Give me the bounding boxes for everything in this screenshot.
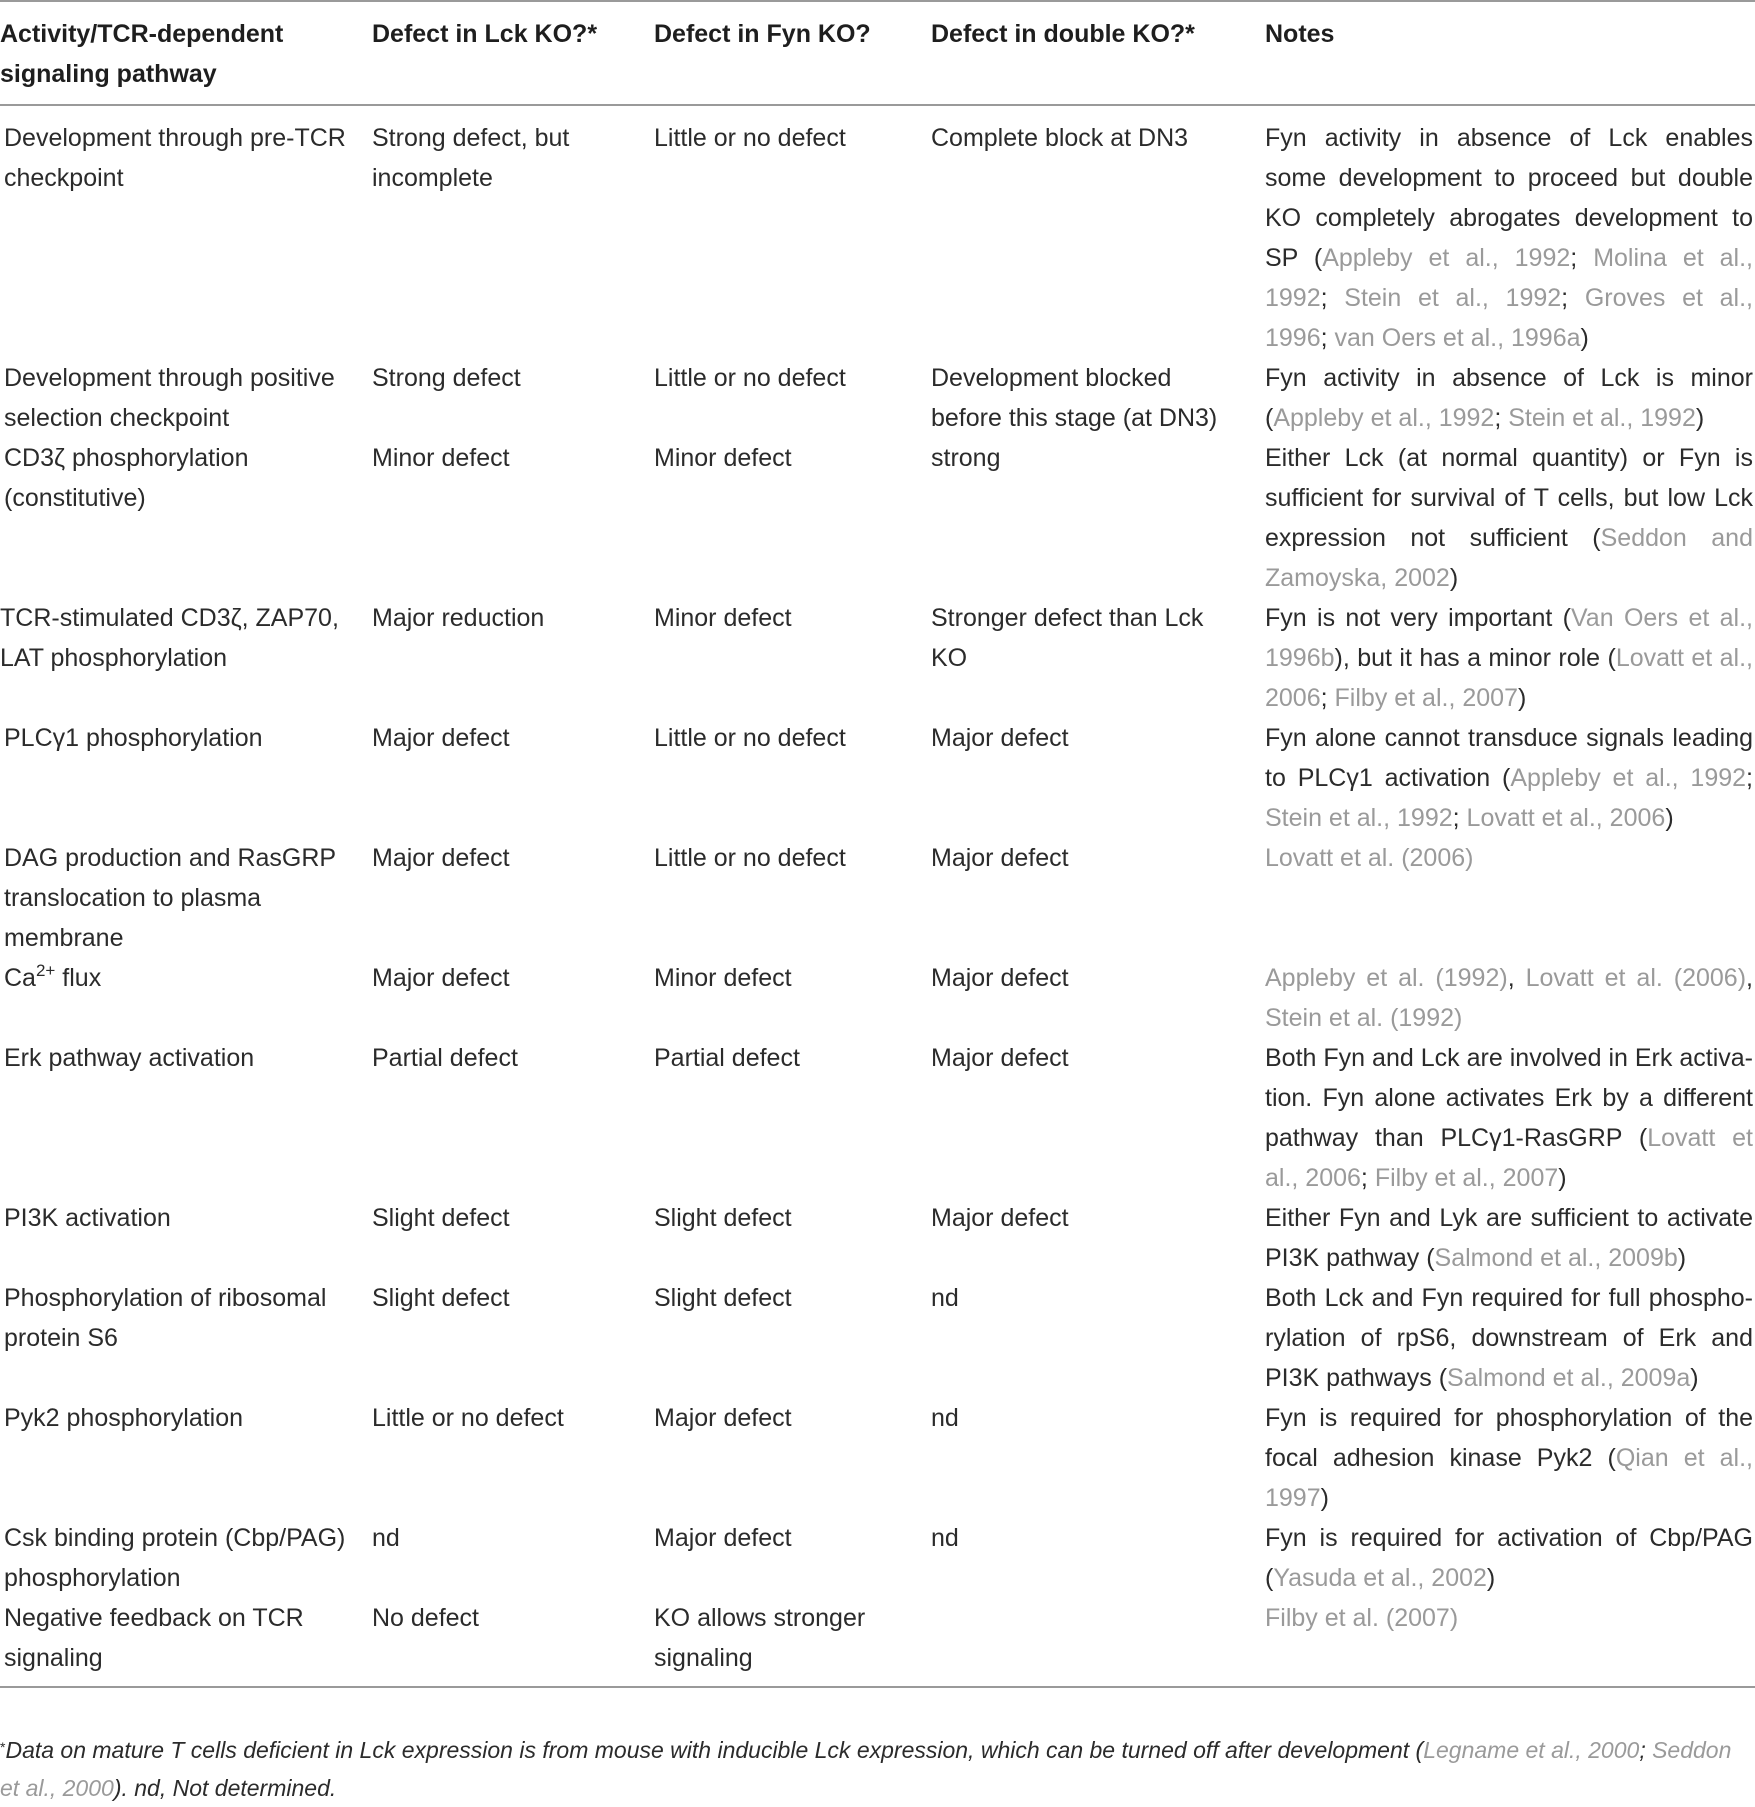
cell-double-ko: strong	[931, 444, 1001, 472]
cell-lck-ko: Partial defect	[372, 1044, 518, 1072]
notes-citation: Salmond et al., 2009a	[1447, 1364, 1691, 1392]
header-double-ko: Defect in double KO?*	[931, 20, 1195, 48]
notes-text: )	[1517, 684, 1527, 712]
notes-citation: van Oers et al., 1996a	[1334, 324, 1581, 352]
table-row	[0, 1398, 1755, 1518]
notes-text: Fyn is not very important (	[1265, 604, 1571, 632]
cell-double-ko: Major defect	[931, 1204, 1069, 1232]
cell-fyn-ko: Minor defect	[654, 444, 792, 472]
cell-fyn-ko: Slight defect	[654, 1204, 792, 1232]
notes-citation: Filby et al. (2007)	[1265, 1604, 1459, 1632]
notes-text: ;	[1320, 284, 1345, 312]
notes-text: ,	[1746, 964, 1753, 992]
cell-fyn-ko: Minor defect	[654, 604, 792, 632]
cell-fyn-ko: Slight defect	[654, 1284, 792, 1312]
notes-citation: Groves et al., 1996	[1265, 284, 1753, 352]
cell-lck-ko: Slight defect	[372, 1204, 510, 1232]
cell-pathway: Erk pathway activation	[4, 1044, 255, 1072]
cell-pathway: CD3ζ phosphorylation (constitutive)	[4, 444, 249, 512]
notes-text: Both Fyn and Lck are involved in Erk activa-tion. Fyn alone activates Erk by a different pathway than PLCγ1-RasGRP (	[1265, 1044, 1753, 1152]
cell-double-ko: Development blocked before this stage (at DN3)	[931, 364, 1218, 432]
notes-text: )	[1320, 1484, 1329, 1512]
notes-text: Fyn activity in absence of Lck is minor (	[1265, 364, 1753, 432]
cell-pathway: PLCγ1 phosphorylation	[4, 724, 263, 752]
cell-lck-ko: Slight defect	[372, 1284, 510, 1312]
table-row	[0, 718, 1755, 838]
notes-text: Fyn alone cannot transduce signals leading to PLCγ1 activation (	[1265, 724, 1753, 792]
cell-pathway: TCR-stimulated CD3ζ, ZAP70, LAT phosphorylation	[0, 604, 339, 672]
cell-double-ko: Major defect	[931, 964, 1069, 992]
table-row	[0, 105, 1755, 358]
cell-lck-ko: Strong defect	[372, 364, 521, 392]
cell-notes	[1261, 105, 1755, 358]
cell-double-ko: Major defect	[931, 724, 1069, 752]
cell-lck-ko: Little or no defect	[372, 1404, 564, 1432]
notes-text: ;	[1360, 1164, 1375, 1192]
notes-text: )	[1449, 564, 1459, 592]
cell-pathway: Pyk2 phosphorylation	[4, 1404, 244, 1432]
notes-text: ;	[1494, 404, 1509, 432]
cell-notes	[1261, 1398, 1755, 1518]
cell-pathway: DAG production and RasGRP translocation to plasma membrane	[4, 844, 336, 952]
cell-notes	[1261, 358, 1755, 438]
cell-double-ko: nd	[931, 1524, 959, 1552]
cell-notes	[1261, 1038, 1755, 1198]
header-lck-ko: Defect in Lck KO?*	[372, 20, 598, 48]
notes-citation: Filby et al., 2007	[1374, 1164, 1559, 1192]
cell-notes	[1261, 1598, 1755, 1687]
notes-text: Either Fyn and Lyk are sufficient to activate PI3K pathway (	[1265, 1204, 1753, 1272]
cell-double-ko: Stronger defect than Lck KO	[931, 604, 1204, 672]
cell-pathway: Csk binding protein (Cbp/PAG) phosphorylation	[4, 1524, 346, 1592]
notes-text: ;	[1320, 684, 1335, 712]
table-row	[0, 1598, 1755, 1687]
notes-citation: Yasuda et al., 2002	[1273, 1564, 1487, 1592]
cell-notes	[1261, 1198, 1755, 1278]
cell-pathway: Negative feedback on TCR signaling	[4, 1604, 304, 1672]
notes-citation: Appleby et al., 1992	[1322, 244, 1571, 272]
notes-citation: Filby et al., 2007	[1334, 684, 1518, 712]
cell-notes	[1261, 718, 1755, 838]
cell-pathway: PI3K activation	[4, 1204, 171, 1232]
cell-pathway: Phosphorylation of ribosomal protein S6	[4, 1284, 327, 1352]
notes-citation: Stein et al. (1992)	[1265, 1004, 1463, 1032]
cell-lck-ko: nd	[372, 1524, 400, 1552]
footnote-text: ). nd, Not determined.	[113, 1775, 337, 1801]
cell-fyn-ko: Major defect	[654, 1404, 792, 1432]
notes-citation: Lovatt et al. (2006)	[1525, 964, 1747, 992]
notes-citation: Qian et al., 1997	[1265, 1444, 1753, 1512]
notes-text: ;	[1570, 244, 1594, 272]
cell-lck-ko: Major reduction	[372, 604, 545, 632]
cell-notes	[1261, 958, 1755, 1038]
notes-text: ,	[1507, 964, 1526, 992]
notes-citation: Appleby et al. (1992)	[1265, 964, 1508, 992]
notes-text: ;	[1452, 804, 1467, 832]
notes-citation: Lovatt et al., 2006	[1265, 1124, 1753, 1192]
cell-double-ko: Major defect	[931, 1044, 1069, 1072]
notes-citation: Stein et al., 1992	[1344, 284, 1562, 312]
cell-fyn-ko: KO allows stronger signaling	[654, 1604, 866, 1672]
notes-text: ;	[1561, 284, 1585, 312]
cell-fyn-ko: Minor defect	[654, 964, 792, 992]
table-row	[0, 838, 1755, 958]
notes-text: ;	[1320, 324, 1335, 352]
notes-citation: Van Oers et al., 1996b	[1265, 604, 1753, 672]
table-body	[0, 105, 1755, 1687]
cell-notes	[1261, 1278, 1755, 1398]
table-header	[0, 1, 1755, 105]
cell-double-ko: Complete block at DN3	[931, 124, 1189, 152]
notes-text: )	[1695, 404, 1705, 432]
table-row	[0, 438, 1755, 598]
notes-text: ), but it has a minor role (	[1334, 644, 1616, 672]
footnote-text	[0, 1737, 1731, 1801]
notes-text: )	[1580, 324, 1589, 352]
notes-text: )	[1486, 1564, 1496, 1592]
notes-citation: Lovatt et al., 2006	[1466, 804, 1666, 832]
notes-text: Both Lck and Fyn required for full phospho-rylation of rpS6, downstream of Erk and PI3K pathways (	[1265, 1284, 1753, 1392]
cell-fyn-ko: Partial defect	[654, 1044, 800, 1072]
table-row	[0, 1198, 1755, 1278]
notes-citation: Appleby et al., 1992	[1510, 764, 1747, 792]
footnote-citation: Legname et al., 2000	[1423, 1737, 1640, 1763]
footnote-citation: Seddon et al., 2000	[0, 1737, 1732, 1801]
footnote-text: ;	[1639, 1737, 1653, 1763]
table-footnote	[0, 1728, 1755, 1807]
table-row	[0, 1278, 1755, 1398]
notes-text: Fyn is required for activation of Cbp/PAG (	[1265, 1524, 1753, 1592]
cell-lck-ko: Minor defect	[372, 444, 510, 472]
cell-double-ko: Major defect	[931, 844, 1069, 872]
notes-text: ;	[1746, 764, 1753, 792]
cell-lck-ko: Major defect	[372, 964, 510, 992]
cell-notes	[1261, 598, 1755, 718]
cell-notes	[1261, 1518, 1755, 1598]
table-row	[0, 1518, 1755, 1598]
cell-fyn-ko: Little or no defect	[654, 844, 846, 872]
table-row	[0, 358, 1755, 438]
cell-lck-ko: Major defect	[372, 724, 510, 752]
notes-text: Fyn activity in absence of Lck enables some development to proceed but double KO completely abrogates development to SP (	[1265, 124, 1753, 272]
cell-double-ko: nd	[931, 1404, 959, 1432]
notes-citation: Lovatt et al. (2006)	[1265, 844, 1474, 872]
notes-text: Either Lck (at normal quantity) or Fyn is sufficient for survival of T cells, but low Lck expression not sufficient (	[1265, 444, 1753, 552]
cell-fyn-ko: Little or no defect	[654, 124, 846, 152]
cell-notes	[1261, 838, 1755, 958]
notes-citation: Seddon and Zamoyska, 2002	[1265, 524, 1753, 592]
notes-citation: Molina et al., 1992	[1265, 244, 1753, 312]
notes-text: )	[1665, 804, 1674, 832]
notes-citation: Lovatt et al., 2006	[1265, 644, 1753, 712]
cell-fyn-ko: Little or no defect	[654, 724, 846, 752]
superscript: 2+	[35, 961, 56, 980]
header-fyn-ko: Defect in Fyn KO?	[654, 20, 871, 48]
cell-notes	[1261, 438, 1755, 598]
notes-text: )	[1690, 1364, 1699, 1392]
table-row	[0, 598, 1755, 718]
notes-citation: Stein et al., 1992	[1508, 404, 1696, 432]
cell-double-ko: nd	[931, 1284, 959, 1312]
table-row	[0, 1038, 1755, 1198]
table-row	[0, 958, 1755, 1038]
cell-fyn-ko: Major defect	[654, 1524, 792, 1552]
cell-lck-ko: Major defect	[372, 844, 510, 872]
cell-lck-ko: Strong defect, but incomplete	[372, 124, 570, 192]
notes-citation: Stein et al., 1992	[1265, 804, 1453, 832]
cell-pathway: Development through positive selection checkpoint	[4, 364, 335, 432]
cell-pathway: Development through pre-TCR checkpoint	[4, 124, 346, 192]
header-notes: Notes	[1265, 20, 1335, 48]
cell-double-ko	[927, 1598, 1261, 1687]
cell-pathway: $Ca^{2+}$ flux	[4, 961, 102, 992]
footnote-text: Data on mature T cells deficient in Lck expression is from mouse with inducible Lck expression, which can be turned off after development (	[5, 1737, 1424, 1763]
cell-fyn-ko: Little or no defect	[654, 364, 846, 392]
cell-lck-ko: No defect	[372, 1604, 480, 1632]
footnote-marker: *	[0, 1739, 6, 1755]
notes-text: )	[1677, 1244, 1687, 1272]
notes-citation: Salmond et al., 2009b	[1434, 1244, 1678, 1272]
notes-citation: Appleby et al., 1992	[1273, 404, 1495, 432]
header-row	[0, 1, 1755, 105]
notes-text: Fyn is required for phosphorylation of the focal adhesion kinase Pyk2 (	[1265, 1404, 1753, 1472]
header-pathway: Activity/TCR-dependent signaling pathway	[0, 20, 284, 88]
notes-text: )	[1558, 1164, 1567, 1192]
